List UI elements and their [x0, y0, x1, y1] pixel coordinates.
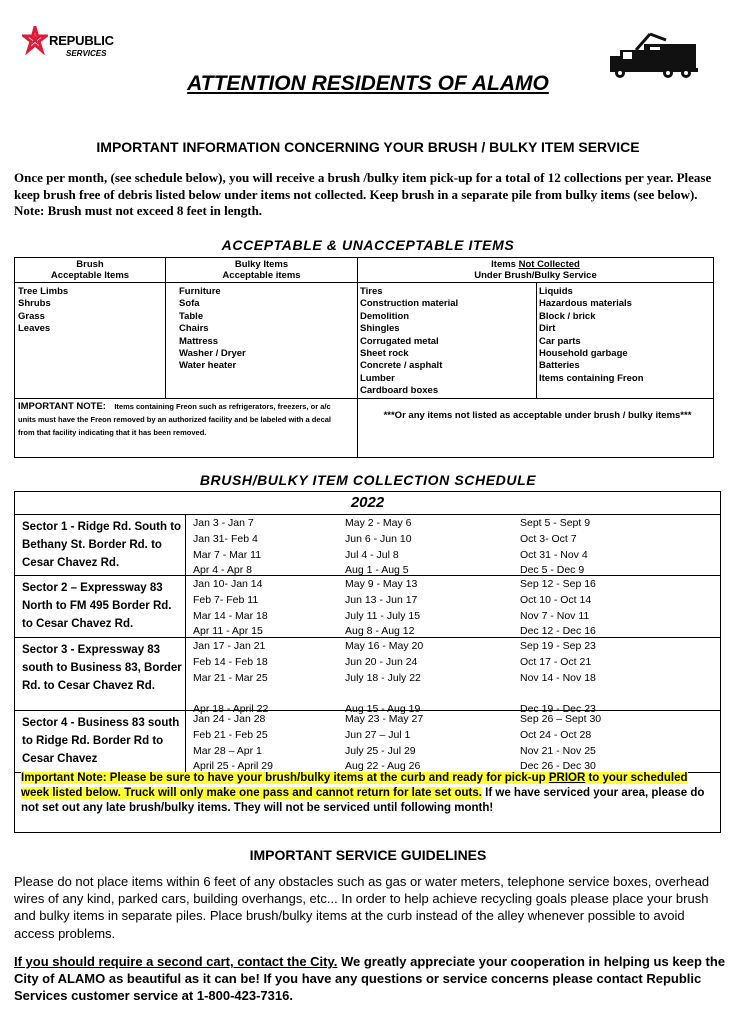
schedule-section-title: BRUSH/BULKY ITEM COLLECTION SCHEDULE [199, 472, 537, 488]
schedule-date-range: Dec 12 - Dec 16 [520, 625, 596, 638]
logo-brand-text: REPUBLIC [49, 33, 114, 48]
sector-name: Sector 2 – Expressway 83 North to FM 495 Border Rd. to Cesar Chavez Rd. [22, 582, 172, 630]
schedule-date-range: Sep 26 – Sept 30 [520, 713, 602, 725]
schedule-date-range: Oct 31 - Nov 4 [520, 548, 588, 561]
bulky-header: Bulky Items Acceptable items [222, 259, 301, 281]
items-table [14, 257, 714, 458]
schedule-dates-col3 [520, 639, 596, 718]
brush-item: Shrubs [18, 298, 51, 310]
schedule-date-range: Mar 28 – Apr 1 [193, 744, 262, 757]
guidelines-title: IMPORTANT SERVICE GUIDELINES [249, 847, 487, 863]
schedule-date-range: Aug 1 - Aug 5 [345, 564, 409, 577]
schedule-date-range: Oct 17 - Oct 21 [520, 655, 592, 668]
schedule-date-range: Feb 21 - Feb 25 [193, 728, 268, 741]
schedule-date-range: Sep 12 - Sep 16 [520, 578, 596, 590]
not-collected-1-item: Demolition [360, 310, 410, 322]
schedule-date-range: Jun 13 - Jun 17 [345, 593, 418, 606]
schedule-date-range: Aug 22 - Aug 26 [345, 760, 421, 773]
schedule-important-note: Important Note: Please be sure to have your brush/bulky items at the curb and ready for pick-up PRIOR to your scheduled week listed below. Truck will only make one pass and cannot return for late set outs. If we have serviced your area, please do not set out any late brush/bulky items. They will not be serviced until following month! [21, 772, 705, 814]
bulky-item: Mattress [179, 335, 219, 347]
schedule-date-range: Jan 31- Feb 4 [193, 532, 258, 545]
schedule-dates-col3 [520, 516, 590, 579]
not-collected-2-item: Car parts [539, 335, 581, 347]
brush-item: Tree Limbs [18, 286, 69, 297]
schedule-date-range: Jun 27 – Jul 1 [345, 728, 411, 741]
bulky-items-list [179, 286, 246, 373]
not-collected-1-item: Tires [360, 286, 383, 297]
not-collected-1-item: Cardboard boxes [360, 385, 439, 397]
schedule-date-range: Sept 5 - Sept 9 [520, 517, 591, 529]
schedule-date-range: Nov 14 - Nov 18 [520, 671, 596, 684]
bulky-item: Sofa [179, 298, 200, 310]
schedule-date-range: May 2 - May 6 [345, 517, 412, 529]
schedule-date-range [193, 686, 268, 702]
other-items-note: ***Or any items not listed as acceptable under brush / bulky items*** [383, 410, 692, 421]
schedule-date-range: Jan 10- Jan 14 [193, 578, 263, 590]
bulky-item: Furniture [179, 286, 221, 297]
schedule-date-range: Jun 6 - Jun 10 [345, 532, 412, 545]
not-collected-1-item: Shingles [360, 323, 400, 335]
not-collected-1-item: Corrugated metal [360, 335, 439, 347]
not-collected-header: Items Not Collected Under Brush/Bulky Service [474, 259, 597, 281]
schedule-date-range: Feb 14 - Feb 18 [193, 655, 268, 668]
schedule-date-range: Dec 26 - Dec 30 [520, 760, 596, 773]
schedule-date-range [520, 686, 596, 702]
schedule-date-range: Apr 11 - Apr 15 [193, 625, 263, 638]
schedule-date-range: Dec 19 - Dec 23 [520, 703, 596, 716]
schedule-dates-col2 [345, 577, 420, 640]
sector-name: Sector 4 - Business 83 south to Ridge Rd. Border Rd to Cesar Chavez [22, 717, 180, 765]
schedule-date-range: July 18 - July 22 [345, 671, 421, 684]
schedule-date-range [345, 686, 423, 702]
brush-items-list [18, 286, 68, 336]
bulky-item: Washer / Dryer [179, 348, 246, 360]
guidelines-paragraph: Please do not place items within 6 feet of any obstacles such as gas or water meters, telephone service boxes, overhead wires of any kind, parked cars, building overhangs, etc... In order to help achieve recycling goals please place your brush and bulky items in separate piles. Place brush/bulky items at the curb instead of the alley whenever possible to avoid access problems. [14, 874, 710, 941]
schedule-date-range: Mar 7 - Mar 11 [193, 548, 262, 561]
brush-item: Grass [18, 310, 45, 322]
schedule-date-range: Jun 20 - Jun 24 [345, 655, 418, 668]
schedule-date-range: Aug 8 - Aug 12 [345, 625, 415, 638]
schedule-date-range: Mar 14 - Mar 18 [193, 609, 268, 622]
republic-services-logo [22, 26, 132, 62]
schedule-date-range: Aug 15 - Aug 19 [345, 703, 421, 716]
not-collected-1-item: Construction material [360, 298, 459, 310]
intro-paragraph: Once per month, (see schedule below), you will receive a brush /bulky item pick-up for a total of 12 collections per year. Please keep brush free of debris listed below under items not collected. Keep brush in a separate pile from bulky items (see below). Note: Brush must not exceed 8 feet in length. [14, 170, 712, 218]
schedule-dates-col2 [345, 516, 412, 579]
schedule-year: 2022 [350, 494, 385, 511]
schedule-date-range: Dec 5 - Dec 9 [520, 564, 585, 577]
page-subheading: IMPORTANT INFORMATION CONCERNING YOUR BRUSH / BULKY ITEM SERVICE [96, 139, 640, 155]
schedule-date-range: April 25 - April 29 [193, 760, 273, 773]
freon-note: IMPORTANT NOTE: Items containing Freon such as refrigerators, freezers, or a/c units must have the Freon removed by an authorized facility and be labeled with a decal from that facility indicating that it has been removed. [18, 401, 331, 438]
page-title: ATTENTION RESIDENTS OF ALAMO [187, 72, 549, 95]
bulky-item: Water heater [179, 360, 237, 372]
not-collected-1-item: Concrete / asphalt [360, 360, 443, 372]
schedule-dates-col1 [193, 577, 268, 640]
schedule-date-range: Jan 24 - Jan 28 [193, 713, 266, 725]
schedule-date-range: Oct 24 - Oct 28 [520, 728, 592, 741]
logo-sub-text: SERVICES [66, 49, 107, 58]
not-collected-2-item: Dirt [539, 323, 556, 335]
schedule-date-range: Oct 3- Oct 7 [520, 532, 577, 545]
schedule-dates-col1 [193, 516, 261, 579]
schedule-date-range: May 23 - May 27 [345, 713, 424, 725]
schedule-date-range: July 11 - July 15 [345, 609, 421, 622]
brush-header: Brush Acceptable Items [50, 259, 130, 281]
schedule-date-range: July 25 - Jul 29 [345, 744, 416, 757]
schedule-date-range: Feb 7- Feb 11 [193, 593, 259, 606]
schedule-dates-col3 [520, 577, 596, 640]
not-collected-list-1 [360, 286, 458, 398]
not-collected-2-item: Liquids [539, 286, 573, 297]
republic-star-icon [22, 26, 48, 56]
closing-paragraph: If you should require a second cart, contact the City. We greatly appreciate your cooperation in helping us keep the City of ALAMO as beautiful as it can be! If you have any questions or service concerns please contact Republic Services customer service at 1-800-423-7316. [14, 954, 726, 1004]
schedule-date-range: Jan 17 - Jan 21 [193, 640, 266, 652]
bulky-item: Table [179, 310, 204, 322]
not-collected-2-item: Hazardous materials [539, 298, 632, 310]
bulky-item: Chairs [179, 323, 209, 335]
not-collected-1-item: Lumber [360, 372, 395, 384]
schedule-date-range: May 9 - May 13 [345, 578, 418, 590]
schedule-dates-col2 [345, 712, 423, 775]
schedule-date-range: Jan 3 - Jan 7 [193, 517, 254, 529]
not-collected-2-item: Items containing Freon [539, 372, 644, 384]
schedule-date-range: Mar 21 - Mar 25 [193, 671, 268, 684]
not-collected-list-2 [539, 286, 644, 385]
brush-item: Leaves [18, 323, 51, 335]
schedule-dates-col1 [193, 712, 273, 775]
schedule-dates-col3 [520, 712, 601, 775]
schedule-date-range: Apr 18 - April 22 [193, 703, 269, 716]
not-collected-2-item: Block / brick [539, 310, 596, 322]
schedule-date-range: Nov 21 - Nov 25 [520, 744, 596, 757]
items-section-title: ACCEPTABLE & UNACCEPTABLE ITEMS [221, 237, 515, 253]
not-collected-2-item: Household garbage [539, 348, 628, 360]
schedule-date-range: Nov 7 - Nov 11 [520, 609, 590, 622]
schedule-dates-col1 [193, 639, 268, 718]
schedule-date-range: Apr 4 - Apr 8 [193, 564, 252, 577]
sector-name: Sector 3 - Expressway 83 south to Business 83, Border Rd. to Cesar Chavez Rd. [22, 644, 182, 692]
schedule-date-range: Jul 4 - Jul 8 [345, 548, 399, 561]
collection-schedule-table [14, 491, 721, 833]
not-collected-1-item: Sheet rock [360, 348, 409, 360]
not-collected-2-item: Batteries [539, 360, 580, 372]
schedule-date-range: Oct 10 - Oct 14 [520, 593, 592, 606]
sector-name: Sector 1 - Ridge Rd. South to Bethany St. Border Rd. to Cesar Chavez Rd. [22, 521, 182, 569]
schedule-date-range: May 16 - May 20 [345, 640, 424, 652]
schedule-date-range: Sep 19 - Sep 23 [520, 640, 596, 652]
schedule-dates-col2 [345, 639, 423, 718]
